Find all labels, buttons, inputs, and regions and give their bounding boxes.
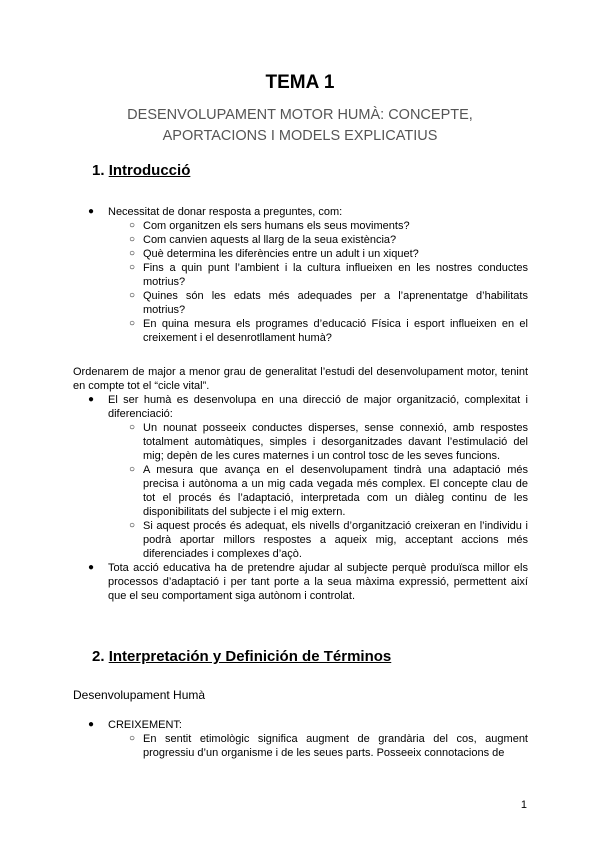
bullet-filled-icon: ● — [88, 206, 95, 217]
section-1-title: Introducció — [108, 162, 191, 179]
list-item-text: El ser humà es desenvolupa en una direcció de major organització, complexitat i diferenciació: — [108, 394, 528, 420]
list-item-text: Quines són les edats més adequades per a l’aprenentatge d’habilitats motrius? — [143, 290, 528, 316]
list-item — [73, 519, 528, 561]
bullet-hollow-icon: ○ — [129, 262, 136, 273]
body-paragraph: Ordenarem de major a menor grau de generalitat l’estudi del desenvolupament motor, tenint en compte tot el “cicle vital”. — [73, 366, 528, 392]
list-item-text: Què determina les diferències entre un adult i un xiquet? — [143, 248, 419, 260]
bullet-filled-icon: ● — [88, 562, 95, 573]
list-item — [73, 718, 528, 760]
list-item — [73, 219, 528, 233]
list-item-text: Com organitzen els sers humans els seus moviments? — [143, 220, 410, 232]
list-item-text: Com canvien aquests al llarg de la seua existència? — [143, 234, 397, 246]
list-item-text: A mesura que avança en el desenvolupament tindrà una adaptació més precisa i autònoma a un mig cada vegada més complex. El concepte clau de tot el procés és l’adaptació, interpretada com un diàleg continu de les disponibilitats del subjecte i el mig extern. — [143, 464, 528, 518]
list-item — [73, 463, 528, 519]
list-item-text: Si aquest procés és adequat, els nivells d’organització creixeran en l’individu i podrà aportar millors respostes a aqueix mig, acceptant accions més diferenciades i complexes d’açò. — [143, 520, 528, 560]
bullet-hollow-icon: ○ — [129, 733, 136, 744]
section-1-number: 1. — [92, 162, 105, 179]
bullet-hollow-icon: ○ — [129, 248, 136, 259]
section-2-body — [73, 718, 528, 760]
list-item-text: En sentit etimològic significa augment de grandària del cos, augment progressiu d’un organisme i de les seues parts. Posseeix connotacions de — [143, 733, 528, 759]
list-item — [73, 289, 528, 317]
list-item-text: Un nounat posseeix conductes disperses, sense connexió, amb respostes totalment automàtiques, simples i desorganitzades davant l’estimulació del mig; depèn de les cures maternes i un control tosc de les seves funcions. — [143, 422, 528, 462]
page-number: 1 — [520, 799, 527, 811]
list-item — [73, 421, 528, 463]
list-item-text: CREIXEMENT: — [108, 719, 182, 731]
document-subtitle — [60, 105, 540, 147]
bullet-hollow-icon: ○ — [129, 234, 136, 245]
bullet-hollow-icon: ○ — [129, 422, 136, 433]
list-item — [73, 247, 528, 261]
bullet-filled-icon: ● — [88, 719, 95, 730]
section-2-heading — [92, 648, 391, 665]
subtitle-line-1: DESENVOLUPAMENT MOTOR HUMÀ: CONCEPTE, — [127, 107, 473, 123]
section-1-heading — [92, 162, 190, 179]
list-item-text: Fins a quin punt l’ambient i la cultura influeixen en les nostres conductes motrius? — [143, 262, 528, 288]
list-item-text: En quina mesura els programes d’educació Física i esport influeixen en el creixement i el desenrotllament humà? — [143, 318, 528, 344]
section-2-title: Interpretación y Definición de Términos — [108, 648, 392, 665]
section-1-body — [73, 365, 528, 603]
bullet-hollow-icon: ○ — [129, 220, 136, 231]
document-title: TEMA 1 — [265, 72, 335, 93]
list-item — [73, 317, 528, 345]
list-item — [73, 261, 528, 289]
bullet-hollow-icon: ○ — [129, 318, 136, 329]
subtitle-line-2: APORTACIONS I MODELS EXPLICATIUS — [162, 128, 438, 144]
list-item — [73, 393, 528, 561]
list-item — [73, 205, 528, 345]
bullet-hollow-icon: ○ — [129, 520, 136, 531]
bullet-hollow-icon: ○ — [129, 290, 136, 301]
bullet-filled-icon: ● — [88, 394, 95, 405]
list-item-text: Tota acció educativa ha de pretendre ajudar al subjecte perquè produïsca millor els processos d’adaptació i per tant porte a la seua màxima expressió, permettent així que el seu comportament siga autònom i controlat. — [108, 562, 528, 602]
section-2-subheading: Desenvolupament Humà — [73, 688, 206, 702]
list-item-text: Necessitat de donar resposta a preguntes, com: — [108, 206, 343, 218]
section-1-questions — [73, 205, 528, 345]
list-item — [73, 732, 528, 760]
list-item — [73, 233, 528, 247]
bullet-hollow-icon: ○ — [129, 464, 136, 475]
list-item — [73, 561, 528, 603]
section-2-number: 2. — [92, 648, 105, 665]
